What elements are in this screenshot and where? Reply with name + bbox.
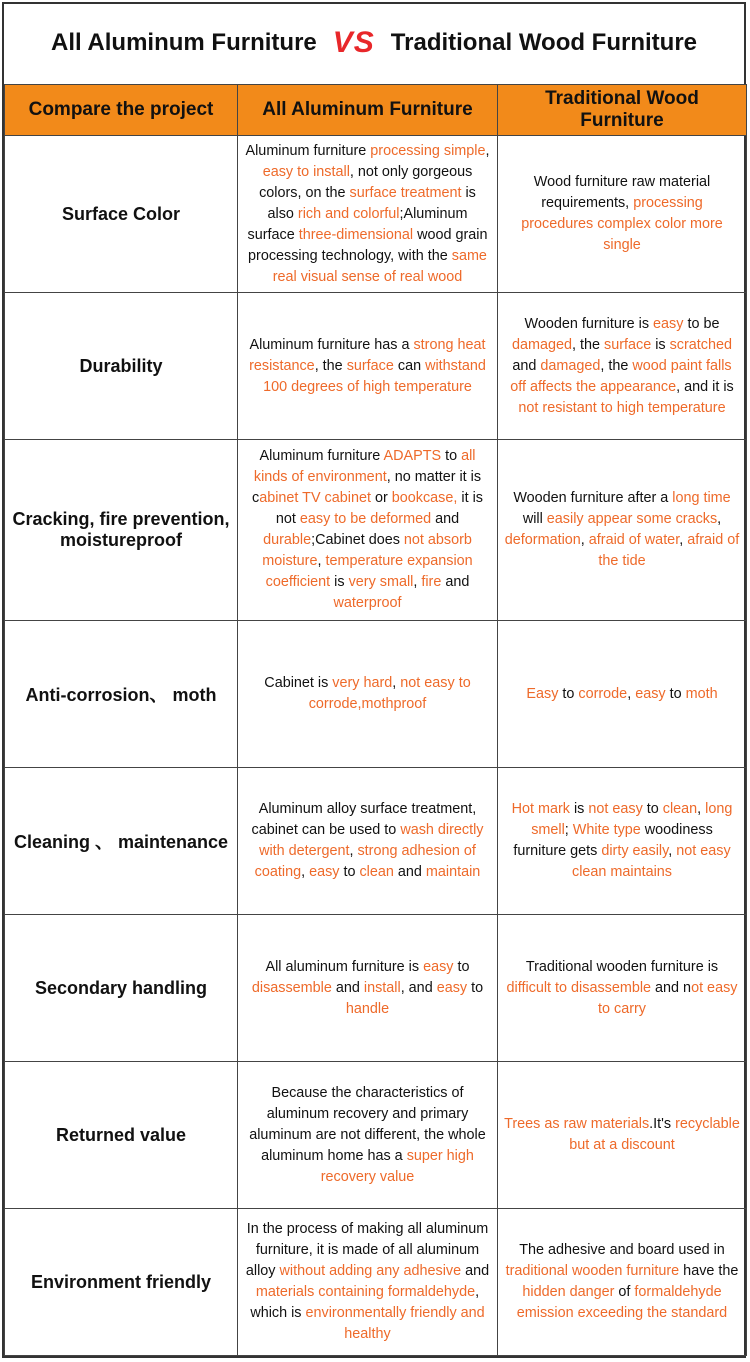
text-segment: Cabinet is: [264, 675, 333, 691]
row-label: Cleaning 、 maintenance: [5, 768, 238, 915]
text-segment: All aluminum furniture is: [265, 958, 424, 975]
highlighted-text: traditional wooden furniture: [505, 1263, 680, 1279]
highlighted-text: very hard: [332, 675, 393, 691]
aluminum-cell: [238, 440, 498, 621]
highlighted-text: clean: [359, 864, 394, 880]
highlighted-text: afraid of water: [588, 532, 680, 548]
text-segment: ,: [668, 843, 677, 859]
text-segment: , the: [600, 357, 633, 374]
text-segment: , and: [400, 979, 437, 996]
text-segment: is also: [267, 184, 476, 222]
wood-cell: [498, 1062, 747, 1209]
highlighted-text: withstand 100 degrees of high temperature: [263, 357, 486, 395]
highlighted-text: not absorb moisture: [262, 532, 472, 569]
text-segment: ;: [564, 822, 573, 838]
text-segment: ,: [717, 511, 722, 527]
text-segment: ,: [301, 864, 310, 880]
text-segment: of: [614, 1284, 635, 1300]
text-segment: to: [665, 685, 686, 702]
highlighted-text: moth: [685, 685, 718, 702]
highlighted-text: not easy clean maintains: [572, 843, 731, 880]
highlighted-text: scratched: [669, 336, 732, 353]
highlighted-text: damaged: [540, 357, 601, 374]
title-right: Traditional Wood Furniture: [390, 29, 698, 56]
text-segment: can: [393, 357, 426, 374]
highlighted-text: not resistant to high temperature: [518, 399, 726, 416]
text-segment: ,: [485, 142, 490, 159]
highlighted-text: very small: [348, 574, 414, 590]
text-segment: Because the characteristics of aluminum recovery and primary aluminum are not different, the whole aluminum home has a: [249, 1084, 486, 1164]
table-row: [5, 1209, 747, 1356]
highlighted-text: wash directly with detergent: [259, 822, 484, 859]
highlighted-text: Easy: [526, 685, 559, 702]
highlighted-text: environmentally friendly and healthy: [305, 1305, 485, 1342]
highlighted-text: recyclable but at a discount: [569, 1116, 740, 1153]
wood-cell: [498, 440, 747, 621]
highlighted-text: surface: [604, 336, 652, 353]
header-aluminum: All Aluminum Furniture: [238, 85, 498, 136]
text-segment: ,: [679, 532, 688, 548]
table-row: [5, 768, 747, 915]
highlighted-text: wood paint falls off affects the appearance: [510, 357, 732, 395]
text-segment: to: [453, 958, 470, 975]
highlighted-text: strong heat resistance: [249, 336, 486, 374]
highlighted-text: abinet TV cabinet: [259, 490, 371, 506]
aluminum-cell: [238, 1062, 498, 1209]
text-segment: ,: [627, 685, 636, 702]
text-segment: wood grain processing technology, with the: [248, 226, 488, 264]
highlighted-text: easy to install: [262, 163, 350, 180]
highlighted-text: install: [363, 979, 401, 996]
wood-cell: [498, 1209, 747, 1356]
text-segment: ,: [349, 843, 358, 859]
row-label: Environment friendly: [5, 1209, 238, 1356]
highlighted-text: long time: [672, 490, 731, 506]
text-segment: ;Aluminum surface: [247, 205, 468, 243]
highlighted-text: all kinds of environment: [253, 448, 476, 485]
text-segment: ,: [697, 801, 706, 817]
text-segment: Wooden furniture after a: [513, 490, 673, 506]
text-segment: and: [461, 1263, 490, 1279]
text-segment: or: [370, 490, 392, 506]
text-segment: , the: [572, 336, 605, 353]
highlighted-text: surface treatment: [349, 184, 462, 201]
text-segment: to: [441, 448, 462, 464]
text-segment: and: [331, 979, 364, 996]
highlighted-text: bookcase,: [391, 490, 458, 506]
aluminum-cell: [238, 621, 498, 768]
row-label: Surface Color: [5, 136, 238, 293]
page-title: [2, 2, 746, 84]
comparison-table: [4, 84, 747, 1356]
table-row: [5, 1062, 747, 1209]
row-label: Returned value: [5, 1062, 238, 1209]
text-segment: Traditional wooden furniture is: [525, 958, 719, 975]
text-segment: , and it is: [676, 378, 734, 395]
highlighted-text: afraid of the tide: [598, 532, 740, 569]
highlighted-text: deformation: [504, 532, 581, 548]
table-row: [5, 440, 747, 621]
highlighted-text: difficult to disassemble: [506, 979, 652, 996]
text-segment: to: [642, 801, 663, 817]
text-segment: .It's: [649, 1116, 676, 1132]
highlighted-text: same real visual sense of real wood: [272, 247, 487, 285]
highlighted-text: easily appear some cracks: [546, 511, 718, 527]
highlighted-text: without adding any adhesive: [279, 1263, 462, 1279]
row-label: Durability: [5, 293, 238, 440]
text-segment: to be: [683, 315, 720, 332]
text-segment: Wooden furniture is: [524, 315, 654, 332]
text-segment: ,: [413, 574, 422, 590]
text-segment: have the: [679, 1263, 739, 1279]
table-row: [5, 293, 747, 440]
highlighted-text: surface: [346, 357, 394, 374]
text-segment: and: [393, 864, 426, 880]
highlighted-text: formaldehyde emission exceeding the standard: [516, 1284, 728, 1321]
row-label: Secondary handling: [5, 915, 238, 1062]
aluminum-cell: [238, 293, 498, 440]
highlighted-text: temperature expansion coefficient: [265, 553, 473, 590]
text-segment: to: [467, 979, 484, 996]
text-segment: ,: [392, 675, 401, 691]
text-segment: to: [339, 864, 360, 880]
text-segment: Aluminum furniture: [259, 448, 384, 464]
text-segment: In the process of making all aluminum furniture, it is made of all aluminum alloy: [245, 1221, 489, 1279]
highlighted-text: clean: [662, 801, 698, 817]
text-segment: it is not: [275, 490, 483, 527]
highlighted-text: fire: [421, 574, 442, 590]
aluminum-cell: [238, 136, 498, 293]
highlighted-text: processing procedures complex color more single: [521, 195, 723, 253]
text-segment: is: [651, 336, 670, 353]
highlighted-text: three-dimensional: [298, 226, 414, 243]
highlighted-text: not easy: [588, 801, 643, 817]
table-row: [5, 915, 747, 1062]
text-segment: is: [569, 801, 589, 817]
text-segment: , the: [314, 357, 347, 374]
highlighted-text: super high recovery value: [320, 1147, 474, 1185]
highlighted-text: processing simple: [370, 142, 486, 159]
title-left: All Aluminum Furniture: [50, 29, 317, 56]
text-segment: and: [512, 357, 541, 374]
text-segment: ,: [317, 553, 326, 569]
text-segment: Aluminum alloy surface treatment, cabinet can be used to: [251, 801, 477, 838]
highlighted-text: easy: [653, 315, 684, 332]
text-segment: and n: [651, 979, 692, 996]
table-row: [5, 621, 747, 768]
text-segment: and: [431, 511, 460, 527]
highlighted-text: materials containing formaldehyde: [255, 1284, 476, 1300]
text-segment: will: [522, 511, 547, 527]
highlighted-text: easy: [436, 979, 468, 996]
highlighted-text: handle: [345, 1000, 390, 1017]
text-segment: woodiness furniture gets: [513, 822, 713, 859]
highlighted-text: Hot mark: [511, 801, 570, 817]
wood-cell: [498, 136, 747, 293]
row-label: Cracking, fire prevention, moistureproof: [5, 440, 238, 621]
highlighted-text: strong adhesion of coating: [254, 843, 476, 880]
row-label: Anti-corrosion、 moth: [5, 621, 238, 768]
text-segment: , not only gorgeous colors, on the: [259, 163, 473, 201]
highlighted-text: White type: [572, 822, 641, 838]
text-segment: to: [558, 685, 579, 702]
vs-label: VS: [332, 26, 375, 59]
highlighted-text: hidden danger: [522, 1284, 615, 1300]
text-segment: The adhesive and board used in: [519, 1242, 725, 1258]
wood-cell: [498, 621, 747, 768]
highlighted-text: disassemble: [251, 979, 332, 996]
text-segment: Wood furniture raw material requirements,: [533, 174, 711, 211]
text-segment: and: [441, 574, 470, 590]
text-segment: ,: [580, 532, 589, 548]
highlighted-text: easy: [635, 685, 666, 702]
header-row: [5, 85, 747, 136]
header-compare-project: Compare the project: [5, 85, 238, 136]
wood-cell: [498, 293, 747, 440]
text-segment: , which is: [250, 1284, 480, 1321]
highlighted-text: durable: [263, 532, 312, 548]
aluminum-cell: [238, 915, 498, 1062]
highlighted-text: damaged: [512, 336, 573, 353]
text-segment: Aluminum furniture has a: [249, 336, 414, 353]
highlighted-text: maintain: [425, 864, 481, 880]
highlighted-text: long smell: [531, 801, 733, 838]
highlighted-text: easy to be deformed: [299, 511, 432, 527]
aluminum-cell: [238, 768, 498, 915]
highlighted-text: easy: [423, 958, 454, 975]
wood-cell: [498, 768, 747, 915]
highlighted-text: rich and colorful: [297, 205, 400, 222]
text-segment: ;Cabinet does: [311, 532, 404, 548]
highlighted-text: easy: [309, 864, 340, 880]
text-segment: , no matter it is c: [252, 469, 482, 506]
text-segment: Aluminum furniture: [245, 142, 371, 159]
wood-cell: [498, 915, 747, 1062]
highlighted-text: not easy to corrode,mothproof: [308, 675, 471, 712]
highlighted-text: ADAPTS: [383, 448, 442, 464]
header-wood: Traditional Wood Furniture: [498, 85, 747, 136]
highlighted-text: waterproof: [333, 595, 402, 611]
aluminum-cell: [238, 1209, 498, 1356]
highlighted-text: ot easy to carry: [598, 979, 738, 1017]
table-row: [5, 136, 747, 293]
highlighted-text: corrode: [578, 685, 628, 702]
highlighted-text: Trees as raw materials: [504, 1116, 650, 1132]
text-segment: is: [330, 574, 349, 590]
highlighted-text: dirty easily: [601, 843, 669, 859]
